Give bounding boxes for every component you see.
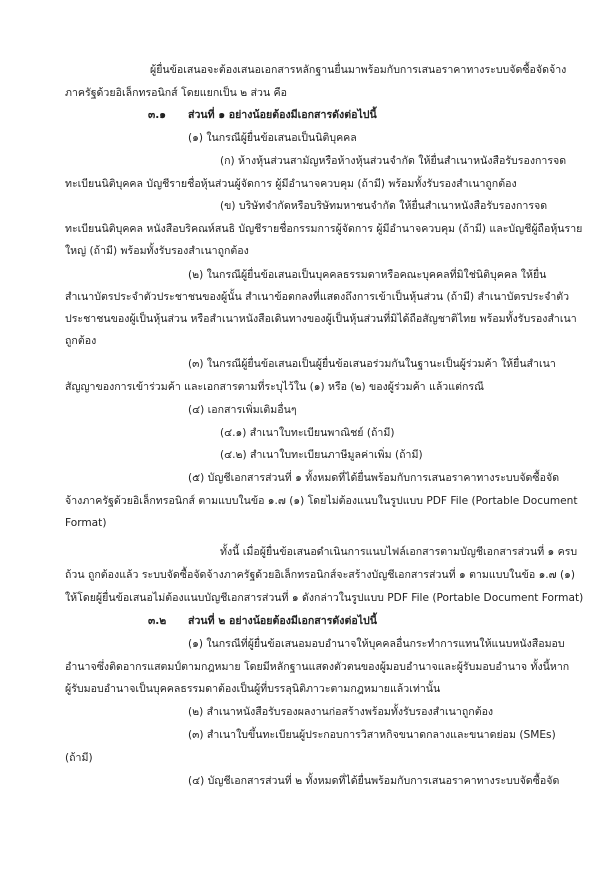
s1-item-2-line-3: ประชาชนของผู้เป็นหุ้นส่วน หรือสำเนาหนังสือเดินทางของผู้เป็นหุ้นส่วนที่มิได้ถือสัญชาติไทย พร้อมทั้งรับรองสำเนา	[65, 313, 577, 325]
s1-item-1b-line-2: ทะเบียนนิติบุคคล หนังสือบริคณห์สนธิ บัญชีรายชื่อกรรมการผู้จัดการ ผู้มีอำนาจควบคุม (ถ้ามี) และบัญชีผู้ถือหุ้นราย	[65, 223, 583, 235]
s1-note-line-2: ถ้วน ถูกต้องแล้ว ระบบจัดซื้อจัดจ้างภาครัฐด้วยอิเล็กทรอนิกส์จะสร้างบัญชีเอกสารส่วนที่ ๑ ตามแบบในข้อ ๑.๗ (๑)	[65, 569, 575, 581]
s2-item-3-line-1: (๓) สำเนาใบขึ้นทะเบียนผู้ประกอบการวิสาหกิจขนาดกลางและขนาดย่อม (SMEs)	[188, 729, 556, 741]
s1-item-5-line-1: (๕) บัญชีเอกสารส่วนที่ ๑ ทั้งหมดที่ได้ยื่นพร้อมกับการเสนอราคาทางระบบจัดซื้อจัด	[188, 472, 560, 484]
s1-item-3-line-2: สัญญาของการเข้าร่วมค้า และเอกสารตามที่ระบุไว้ใน (๑) หรือ (๒) ของผู้ร่วมค้า แล้วแต่กรณี	[65, 381, 484, 393]
s1-item-3-line-1: (๓) ในกรณีผู้ยื่นข้อเสนอเป็นผู้ยื่นข้อเสนอร่วมกันในฐานะเป็นผู้ร่วมค้า ให้ยื่นสำเนา	[188, 358, 556, 370]
s1-item-2-line-1: (๒) ในกรณีผู้ยื่นข้อเสนอเป็นบุคคลธรรมดาหรือคณะบุคคลที่มิใช่นิติบุคคล ให้ยื่น	[188, 269, 547, 281]
s1-item-4: (๔) เอกสารเพิ่มเติมอื่นๆ	[188, 404, 297, 416]
intro-line-2: ภาครัฐด้วยอิเล็กทรอนิกส์ โดยแยกเป็น ๒ ส่วน คือ	[65, 87, 288, 99]
s1-item-5-line-2: จ้างภาครัฐด้วยอิเล็กทรอนิกส์ ตามแบบในข้อ ๑.๗ (๑) โดยไม่ต้องแนบในรูปแบบ PDF File (Portable Document	[65, 495, 578, 507]
s2-item-2: (๒) สำเนาหนังสือรับรองผลงานก่อสร้างพร้อมทั้งรับรองสำเนาถูกต้อง	[188, 706, 494, 718]
s1-note-line-3: ให้โดยผู้ยื่นข้อเสนอไม่ต้องแนบบัญชีเอกสารส่วนที่ ๑ ดังกล่าวในรูปแบบ PDF File (Portable Document Format)	[65, 592, 584, 604]
s2-item-4: (๔) บัญชีเอกสารส่วนที่ ๒ ทั้งหมดที่ได้ยื่นพร้อมกับการเสนอราคาทางระบบจัดซื้อจัด	[188, 775, 560, 787]
s1-note-line-1: ทั้งนี้ เมื่อผู้ยื่นข้อเสนอดำเนินการแนบไฟล์เอกสารตามบัญชีเอกสารส่วนที่ ๑ ครบ	[220, 546, 578, 558]
s2-item-1-line-3: ผู้รับมอบอำนาจเป็นบุคคลธรรมดาต้องเป็นผู้ที่บรรลุนิติภาวะตามกฎหมายแล้วเท่านั้น	[65, 683, 441, 695]
section-2-number: ๓.๒	[148, 615, 167, 627]
s1-item-2-line-4: ถูกต้อง	[65, 335, 97, 347]
s1-item-4-2: (๔.๒) สำเนาใบทะเบียนภาษีมูลค่าเพิ่ม (ถ้ามี)	[220, 449, 423, 461]
s2-item-1-line-2: อำนาจซึ่งติดอากรแสตมป์ตามกฎหมาย โดยมีหลักฐานแสดงตัวตนของผู้มอบอำนาจและผู้รับมอบอำนาจ ทั้งนี้หาก	[65, 661, 570, 673]
section-1-heading: ส่วนที่ ๑ อย่างน้อยต้องมีเอกสารดังต่อไปนี้	[188, 109, 377, 121]
s1-item-5-line-3: Format)	[65, 517, 107, 529]
section-2-heading: ส่วนที่ ๒ อย่างน้อยต้องมีเอกสารดังต่อไปนี้	[188, 615, 377, 627]
s1-item-1a-line-2: ทะเบียนนิติบุคคล บัญชีรายชื่อหุ้นส่วนผู้จัดการ ผู้มีอำนาจควบคุม (ถ้ามี) พร้อมทั้งรับรองสำเนาถูกต้อง	[65, 178, 517, 190]
intro-line-1: ผู้ยื่นข้อเสนอจะต้องเสนอเอกสารหลักฐานยื่นมาพร้อมกับการเสนอราคาทางระบบจัดซื้อจัดจ้าง	[150, 64, 567, 76]
s2-item-1-line-1: (๑) ในกรณีที่ผู้ยื่นข้อเสนอมอบอำนาจให้บุคคลอื่นกระทำการแทนให้แนบหนังสือมอบ	[188, 638, 565, 650]
s1-item-2-line-2: สำเนาบัตรประจำตัวประชาชนของผู้นั้น สำเนาข้อตกลงที่แสดงถึงการเข้าเป็นหุ้นส่วน (ถ้ามี) สำเนาบัตรประจำตัว	[65, 291, 570, 303]
section-1-number: ๓.๑	[148, 109, 166, 121]
s1-item-1: (๑) ในกรณีผู้ยื่นข้อเสนอเป็นนิติบุคคล	[188, 132, 357, 144]
s1-item-1b-line-1: (ข) บริษัทจำกัดหรือบริษัทมหาชนจำกัด ให้ยื่นสำเนาหนังสือรับรองการจด	[220, 200, 548, 212]
s2-item-3-line-2: (ถ้ามี)	[65, 752, 93, 764]
s1-item-1b-line-3: ใหญ่ (ถ้ามี) พร้อมทั้งรับรองสำเนาถูกต้อง	[65, 245, 249, 257]
s1-item-1a-line-1: (ก) ห้างหุ้นส่วนสามัญหรือห้างหุ้นส่วนจำกัด ให้ยื่นสำเนาหนังสือรับรองการจด	[220, 155, 567, 167]
s1-item-4-1: (๔.๑) สำเนาใบทะเบียนพาณิชย์ (ถ้ามี)	[220, 427, 395, 439]
